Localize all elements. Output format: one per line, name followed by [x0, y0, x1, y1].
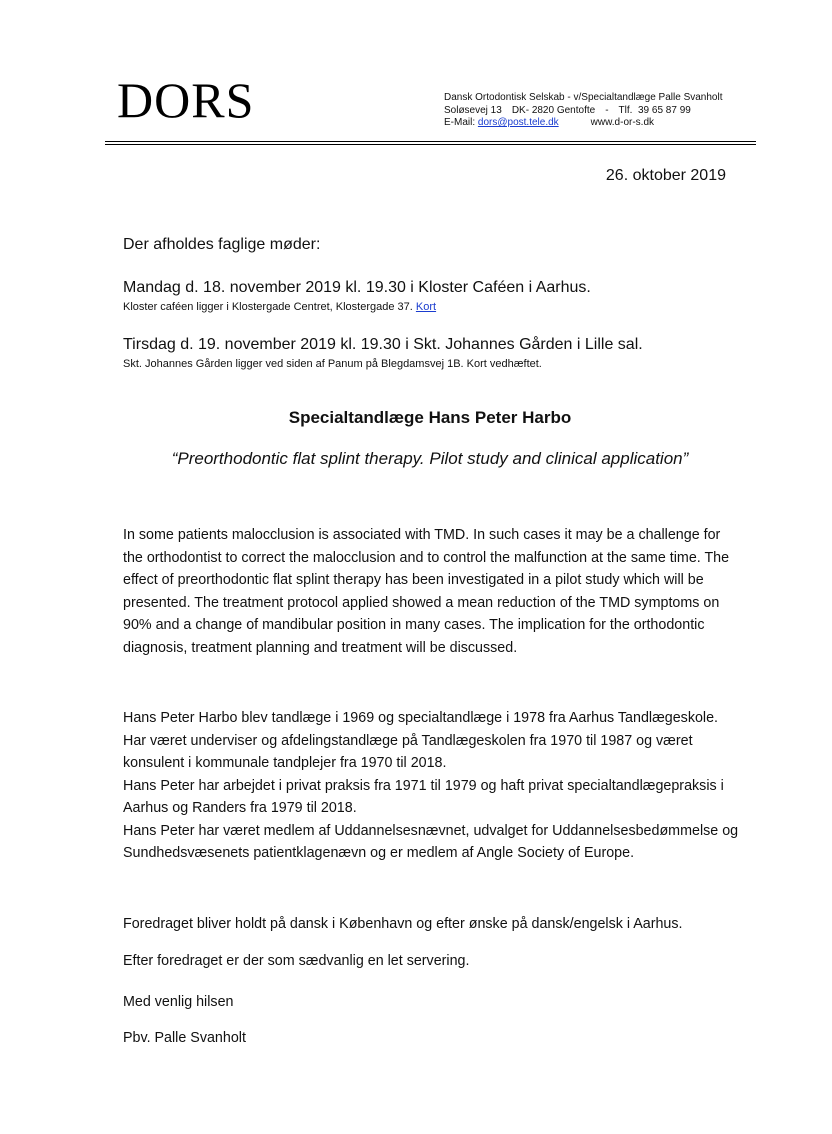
map-link[interactable]: Kort: [415, 301, 437, 313]
meeting-aarhus-note: [123, 300, 436, 314]
speaker-bio: [123, 707, 743, 865]
letterhead-contact: [444, 92, 722, 130]
letter-date: 26. oktober 2019: [605, 167, 726, 184]
talk-title: “Preorthodontic flat splint therapy. Pilot study and clinical application”: [171, 449, 689, 468]
email-link[interactable]: dors@post.tele.dk: [477, 117, 559, 128]
org-postal: DK- 2820 Gentofte: [511, 104, 596, 116]
meeting-aarhus-location: Kloster caféen ligger i Klostergade Centret, Klostergade 37.: [123, 301, 413, 313]
bio-paragraph-2: Hans Peter har arbejdet i privat praksis fra 1971 til 1979 og haft privat specialtandlægepraksis i Aarhus og Randers fra 1979 til 2018.: [123, 777, 724, 816]
closing-greeting: Med venlig hilsen: [123, 994, 234, 1010]
bio-paragraph-1: Hans Peter Harbo blev tandlæge i 1969 og specialtandlæge i 1978 fra Aarhus Tandlægeskole. Har været underviser og afdelingstandlæge på Tandlægeskolen fra 1970 til 1987 og været konsulent i kommunale tandplejer fra 1970 til 2018.: [123, 710, 719, 771]
org-street: Soløsevej 13: [444, 104, 502, 116]
org-phone-label: Tlf.: [618, 104, 633, 116]
org-phone: 39 65 87 99: [638, 104, 691, 116]
intro-text: Der afholdes faglige møder:: [123, 236, 321, 253]
org-email-label: E-Mail:: [444, 117, 476, 128]
meeting-copenhagen-title: Tirsdag d. 19. november 2019 kl. 19.30 i Skt. Johannes Gården i Lille sal.: [123, 336, 643, 353]
serving-note: Efter foredraget er der som sædvanlig en let servering.: [123, 953, 470, 969]
header-divider-bottom: [105, 144, 756, 145]
signature: Pbv. Palle Svanholt: [123, 1030, 246, 1046]
bio-paragraph-3: Hans Peter har været medlem af Uddannelsesnævnet, udvalget for Uddannelsesbedømmelse og Sundhedsvæsenets patientklagenævn og er medlem af Angle Society of Europe.: [123, 822, 739, 861]
meeting-aarhus-title: Mandag d. 18. november 2019 kl. 19.30 i Kloster Caféen i Aarhus.: [123, 279, 591, 296]
speaker-name: Specialtandlæge Hans Peter Harbo: [288, 408, 572, 427]
org-email-line: [444, 117, 722, 130]
org-name: Dansk Ortodontisk Selskab - v/Specialtandlæge Palle Svanholt: [444, 92, 723, 103]
abstract-paragraph: In some patients malocclusion is associated with TMD. In such cases it may be a challenge for the orthodontist to correct the malocclusion and to control the malfunction at the same time. The effect of preorthodontic flat splint therapy has been investigated in a pilot study which will be presented. The treatment protocol applied showed a mean reduction of the TMD symptoms on 90% and a change of mandibular position in many cases. The implication for the orthodontic diagnosis, treatment planning and treatment will be discussed.: [123, 527, 730, 656]
language-note: Foredraget bliver holdt på dansk i København og efter ønske på dansk/engelsk i Aarhus.: [123, 916, 683, 932]
header-divider-top: [105, 141, 756, 142]
org-address-line: Soløsevej 13 DK- 2820 Gentofte - Tlf. 39 65 87 99: [444, 104, 691, 116]
meeting-copenhagen-note: Skt. Johannes Gården ligger ved siden af Panum på Blegdamsvej 1B. Kort vedhæftet.: [123, 358, 542, 370]
letterhead-logo: DORS: [117, 72, 255, 128]
org-website: www.d-or-s.dk: [590, 117, 655, 128]
